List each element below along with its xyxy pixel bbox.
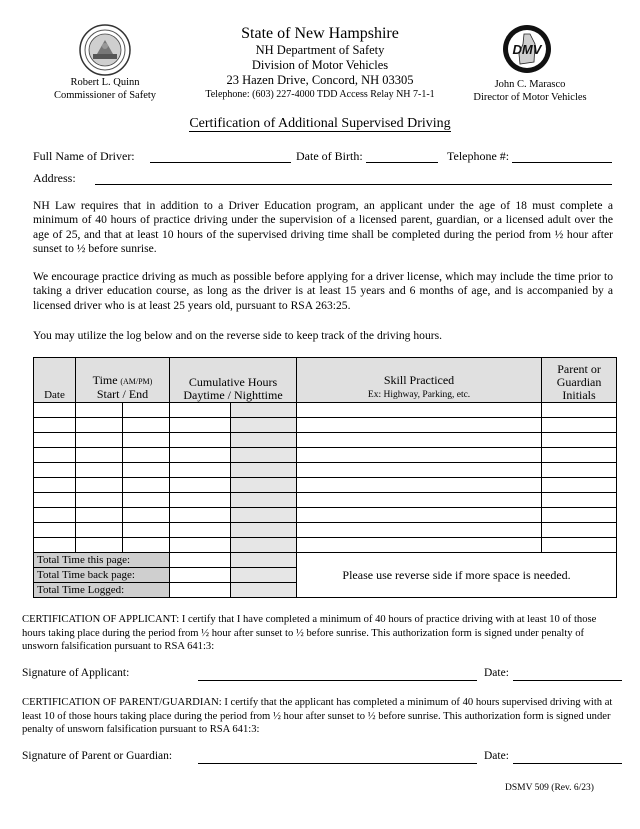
practice-paragraph: We encourage practice driving as much as possible before applying for a driver license, which may include the time prior to taking a driver education course, as long as the driver is at least 15 years and 6 months of age, and is accompanied by a licensed driver who is at least 25 years old, pursuant to RSA 263:25. (33, 270, 613, 312)
col-cumulative-hours: Cumulative Hours Daytime / Nighttime (170, 358, 297, 403)
log-row (34, 448, 617, 463)
parent-certification: CERTIFICATION OF PARENT/GUARDIAN: I certify that the applicant has completed a minimum of 40 hours supervised driving with at least 10 of those hours taking place during the period from ½ hour after sunset to ½ before sunrise. This authorization form is signed under penalty of unsworn falsification pursuant to RSA 641:3: (22, 697, 613, 735)
log-cell[interactable] (123, 478, 170, 493)
log-cell[interactable] (34, 448, 76, 463)
col-skill-practiced: Skill Practiced Ex: Highway, Parking, etc. (297, 358, 542, 403)
col-date: Date (34, 358, 76, 403)
log-cell[interactable] (123, 493, 170, 508)
dob-label: Date of Birth: (296, 149, 363, 163)
log-cell[interactable] (123, 448, 170, 463)
log-cell[interactable] (297, 418, 542, 433)
log-cell[interactable] (170, 523, 231, 538)
log-instruction: You may utilize the log below and on the reverse side to keep track of the driving hours. (33, 329, 443, 342)
log-cell[interactable] (297, 493, 542, 508)
log-cell[interactable] (297, 508, 542, 523)
log-cell[interactable] (123, 538, 170, 553)
telephone-label: Telephone #: (447, 149, 510, 163)
parent-signature-field[interactable] (198, 763, 477, 764)
total-back-page-label: Total Time back page: (34, 568, 170, 583)
parent-date-field[interactable] (513, 763, 622, 764)
log-cell[interactable] (542, 418, 617, 433)
commissioner-title: Commissioner of Safety (53, 90, 157, 101)
telephone-field[interactable] (512, 162, 612, 163)
header-address: 23 Hazen Drive, Concord, NH 03305 (226, 73, 414, 87)
director-title: Director of Motor Vehicles (473, 92, 587, 103)
log-cell[interactable] (123, 508, 170, 523)
log-cell[interactable] (231, 478, 297, 493)
log-row (34, 508, 617, 523)
log-cell[interactable] (231, 508, 297, 523)
log-cell[interactable] (170, 478, 231, 493)
log-cell[interactable] (297, 538, 542, 553)
log-cell[interactable] (231, 463, 297, 478)
address-label: Address: (33, 171, 76, 185)
log-cell[interactable] (542, 403, 617, 418)
applicant-signature-label: Signature of Applicant: (22, 667, 130, 679)
log-cell[interactable] (297, 523, 542, 538)
total-this-page-day[interactable] (170, 553, 231, 568)
log-cell[interactable] (76, 523, 123, 538)
log-cell[interactable] (76, 538, 123, 553)
log-cell[interactable] (542, 508, 617, 523)
log-cell[interactable] (297, 448, 542, 463)
total-logged-label: Total Time Logged: (34, 583, 170, 598)
log-cell[interactable] (123, 523, 170, 538)
log-cell[interactable] (34, 463, 76, 478)
log-cell[interactable] (542, 433, 617, 448)
total-back-page-night[interactable] (231, 568, 297, 583)
log-cell[interactable] (34, 433, 76, 448)
total-this-page-night[interactable] (231, 553, 297, 568)
driving-log-table (33, 357, 617, 598)
address-field[interactable] (95, 184, 612, 185)
total-logged-day[interactable] (170, 583, 231, 598)
log-cell[interactable] (170, 493, 231, 508)
log-cell[interactable] (297, 433, 542, 448)
col-parent-initials: Parent or Guardian Initials (542, 358, 617, 403)
log-cell[interactable] (170, 448, 231, 463)
log-cell[interactable] (231, 403, 297, 418)
nh-law-paragraph: NH Law requires that in addition to a Driver Education program, an applicant under the age of 18 must complete a minimum of 40 hours of practice driving under the supervision of a licensed parent, guardian, or a licensed adult over the age of 25, and that at least 10 hours of the supervised driving time shall be completed during the period from ½ hour after sunset to ½ before sunrise. (33, 199, 613, 255)
parent-signature-label: Signature of Parent or Guardian: (22, 750, 173, 762)
log-row (34, 523, 617, 538)
log-cell[interactable] (34, 403, 76, 418)
log-cell[interactable] (34, 478, 76, 493)
log-cell[interactable] (34, 493, 76, 508)
log-row (34, 418, 617, 433)
dmv-logo (502, 24, 552, 74)
log-cell[interactable] (170, 463, 231, 478)
log-cell[interactable] (542, 538, 617, 553)
log-row (34, 403, 617, 418)
log-cell[interactable] (231, 523, 297, 538)
director-name: John C. Marasco (494, 79, 566, 90)
log-cell[interactable] (170, 538, 231, 553)
log-cell[interactable] (297, 403, 542, 418)
log-row (34, 463, 617, 478)
log-cell[interactable] (542, 448, 617, 463)
form-number: DSMV 509 (Rev. 6/23) (505, 783, 594, 793)
nh-state-seal (79, 24, 131, 76)
applicant-date-field[interactable] (513, 680, 622, 681)
total-back-page-day[interactable] (170, 568, 231, 583)
full-name-label: Full Name of Driver: (33, 149, 135, 163)
log-cell[interactable] (76, 418, 123, 433)
applicant-certification: CERTIFICATION OF APPLICANT: I certify that I have completed a minimum of 40 hours of practice driving with at least 10 of those hours taking place during the period from ½ hour after sunset to ½ before sunrise. This authorization form is signed under penalty of unsworn falsification pursuant to RSA 641:3: (22, 614, 597, 652)
log-cell[interactable] (34, 538, 76, 553)
col-time: Time (AM/PM) Start / End (76, 358, 170, 403)
log-cell[interactable] (231, 493, 297, 508)
log-cell[interactable] (34, 418, 76, 433)
log-cell[interactable] (297, 478, 542, 493)
log-cell[interactable] (231, 433, 297, 448)
log-cell[interactable] (123, 463, 170, 478)
log-row (34, 433, 617, 448)
applicant-signature-field[interactable] (198, 680, 477, 681)
applicant-date-label: Date: (484, 667, 509, 679)
form-title: Certification of Additional Supervised Driving (189, 116, 451, 131)
commissioner-name: Robert L. Quinn (70, 77, 140, 88)
log-row (34, 538, 617, 553)
dmv-logo-text: DMV (512, 42, 542, 57)
log-cell[interactable] (76, 433, 123, 448)
log-cell[interactable] (297, 463, 542, 478)
header-state: State of New Hampshire (241, 25, 399, 42)
header-department: NH Department of Safety (255, 43, 385, 57)
log-cell[interactable] (76, 508, 123, 523)
log-cell[interactable] (542, 523, 617, 538)
log-cell[interactable] (123, 403, 170, 418)
log-cell[interactable] (76, 478, 123, 493)
log-cell[interactable] (76, 493, 123, 508)
log-cell[interactable] (170, 508, 231, 523)
log-cell[interactable] (542, 493, 617, 508)
total-this-page-label: Total Time this page: (34, 553, 170, 568)
reverse-side-note: Please use reverse side if more space is needed. (297, 553, 617, 598)
log-cell[interactable] (123, 433, 170, 448)
log-cell[interactable] (542, 463, 617, 478)
log-cell[interactable] (231, 538, 297, 553)
dob-field[interactable] (366, 162, 438, 163)
log-row (34, 493, 617, 508)
log-cell[interactable] (34, 508, 76, 523)
header-division: Division of Motor Vehicles (251, 58, 389, 72)
total-logged-night[interactable] (231, 583, 297, 598)
log-cell[interactable] (123, 418, 170, 433)
log-cell[interactable] (76, 448, 123, 463)
log-cell[interactable] (231, 418, 297, 433)
full-name-field[interactable] (150, 162, 291, 163)
log-cell[interactable] (170, 433, 231, 448)
log-cell[interactable] (170, 403, 231, 418)
header-telephone: Telephone: (603) 227-4000 TDD Access Relay NH 7-1-1 (205, 89, 435, 100)
log-cell[interactable] (76, 463, 123, 478)
log-cell[interactable] (34, 523, 76, 538)
log-cell[interactable] (542, 478, 617, 493)
log-cell[interactable] (76, 403, 123, 418)
log-row (34, 478, 617, 493)
parent-date-label: Date: (484, 750, 509, 762)
log-cell[interactable] (231, 448, 297, 463)
log-cell[interactable] (170, 418, 231, 433)
